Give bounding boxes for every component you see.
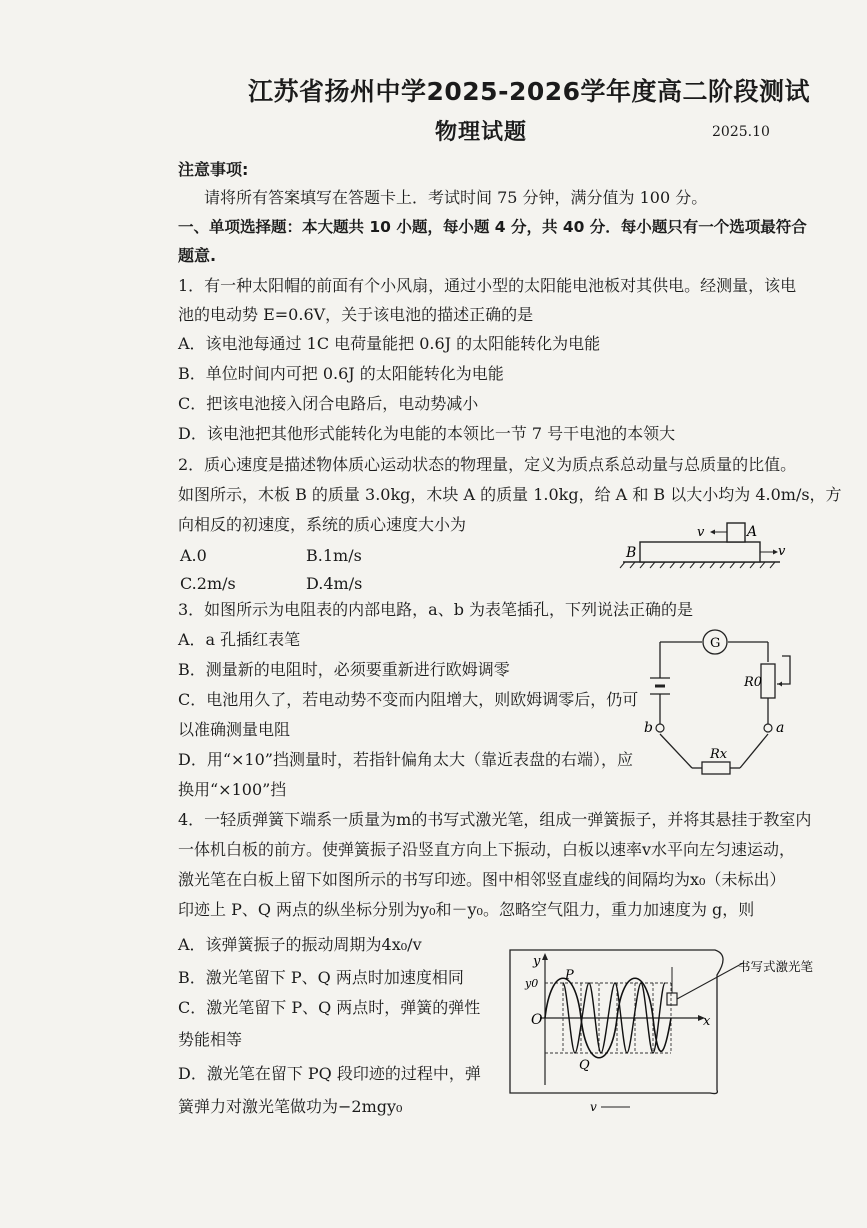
q2-stem-line1: 2．质心速度是描述物体质心运动状态的物理量，定义为质点系总动量与总质量的比值。: [178, 455, 797, 474]
block-a: [727, 523, 745, 542]
q4-label-y: y: [533, 954, 541, 969]
notice-heading: 注意事项:: [178, 160, 249, 179]
q4-option-c-line2: 势能相等: [178, 1030, 243, 1049]
q2-option-a: A.0: [180, 546, 207, 565]
q4-stem-line4: 印迹上 P、Q 两点的纵坐标分别为y₀和－y₀。忽略空气阻力，重力加速度为 g，则: [178, 900, 755, 919]
board-b: [640, 542, 760, 562]
q4-figure: [505, 945, 850, 1115]
q2-figure: [615, 515, 790, 570]
q3-label-rx: Rx: [710, 747, 728, 762]
q4-label-v: v: [590, 1100, 597, 1114]
q3-option-b: B．测量新的电阻时，必须要重新进行欧姆调零: [178, 660, 510, 679]
q1-stem-line1: 1．有一种太阳帽的前面有个小风扇，通过小型的太阳能电池板对其供电。经测量，该电: [178, 276, 797, 295]
q3-option-d-line2: 换用“×100”挡: [178, 780, 287, 799]
q4-label-p: P: [565, 968, 574, 983]
q4-pen-label: 书写式激光笔: [738, 959, 814, 974]
q3-option-c-line1: C．电池用久了，若电动势不变而内阻增大，则欧姆调零后，仍可: [178, 690, 639, 709]
q3-stem: 3．如图所示为电阻表的内部电路，a、b 为表笔插孔，下列说法正确的是: [178, 600, 694, 619]
q1-option-c: C．把该电池接入闭合电路后，电动势减小: [178, 394, 479, 413]
q4-label-y0: y0: [525, 977, 539, 990]
q4-option-a: A．该弹簧振子的振动周期为4x₀/v: [178, 935, 422, 954]
q2-option-c: C.2m/s: [180, 574, 236, 593]
section-heading-cont: 题意.: [178, 246, 217, 265]
q2-option-d: D.4m/s: [306, 574, 363, 593]
q4-option-d-line2: 簧弹力对激光笔做功为−2mgy₀: [178, 1097, 403, 1116]
q2-label-a: A: [747, 524, 758, 540]
section-heading: 一、单项选择题：本大题共 10 小题，每小题 4 分，共 40 分．每小题只有一个选项最符合: [178, 218, 807, 236]
q4-label-o: O: [531, 1012, 543, 1028]
q1-option-d: D．该电池把其他形式能转化为电能的本领比一节 7 号干电池的本领大: [178, 424, 676, 443]
q4-stem-line3: 激光笔在白板上留下如图所示的书写印迹。图中相邻竖直虚线的间隔均为x₀（未标出）: [178, 870, 786, 889]
page-title: 江苏省扬州中学2025-2026学年度高二阶段测试: [248, 77, 811, 106]
q2-v-left: v: [697, 525, 705, 540]
q1-option-a: A．该电池每通过 1C 电荷量能把 0.6J 的太阳能转化为电能: [178, 334, 601, 353]
q3-option-a: A．a 孔插红表笔: [178, 630, 301, 649]
q1-option-b: B．单位时间内可把 0.6J 的太阳能转化为电能: [178, 364, 504, 383]
q3-label-g: G: [710, 636, 721, 651]
q2-option-b: B.1m/s: [306, 546, 362, 565]
q3-label-a: a: [776, 720, 785, 736]
q1-stem-line2: 池的电动势 E=0.6V，关于该电池的描述正确的是: [178, 305, 534, 324]
q3-label-b: b: [644, 720, 653, 736]
q3-option-c-line2: 以准确测量电阻: [178, 720, 291, 739]
q2-v-right: v: [778, 544, 786, 559]
q2-stem-line2: 如图所示，木板 B 的质量 3.0kg，木块 A 的质量 1.0kg，给 A 和 B 以大小均为 4.0m/s，方: [178, 485, 842, 504]
q4-option-c-line1: C．激光笔留下 P、Q 两点时，弹簧的弹性: [178, 998, 481, 1017]
q4-stem-line2: 一体机白板的前方。使弹簧振子沿竖直方向上下振动，白板以速率v水平向左匀速运动，: [178, 840, 796, 859]
q2-stem-line3: 向相反的初速度，系统的质心速度大小为: [178, 515, 467, 534]
q4-option-b: B．激光笔留下 P、Q 两点时加速度相同: [178, 968, 464, 987]
exam-date: 2025.10: [712, 124, 770, 140]
page-subtitle: 物理试题: [435, 120, 528, 145]
notice-text: 请将所有答案填写在答题卡上．考试时间 75 分钟，满分值为 100 分。: [204, 188, 708, 207]
q3-option-d-line1: D．用“×10”挡测量时，若指针偏角太大（靠近表盘的右端），应: [178, 750, 633, 769]
q2-label-b: B: [626, 545, 637, 561]
q4-option-d-line1: D．激光笔在留下 PQ 段印迹的过程中，弹: [178, 1064, 481, 1083]
q4-stem-line1: 4．一轻质弹簧下端系一质量为m的书写式激光笔，组成一弹簧振子，并将其悬挂于教室内: [178, 810, 812, 829]
q3-label-r0: R0: [744, 675, 763, 690]
q3-circuit-figure: [640, 622, 800, 782]
q4-label-q: Q: [579, 1058, 590, 1073]
laser-pen: [667, 993, 677, 1005]
q4-label-x: x: [703, 1014, 711, 1029]
